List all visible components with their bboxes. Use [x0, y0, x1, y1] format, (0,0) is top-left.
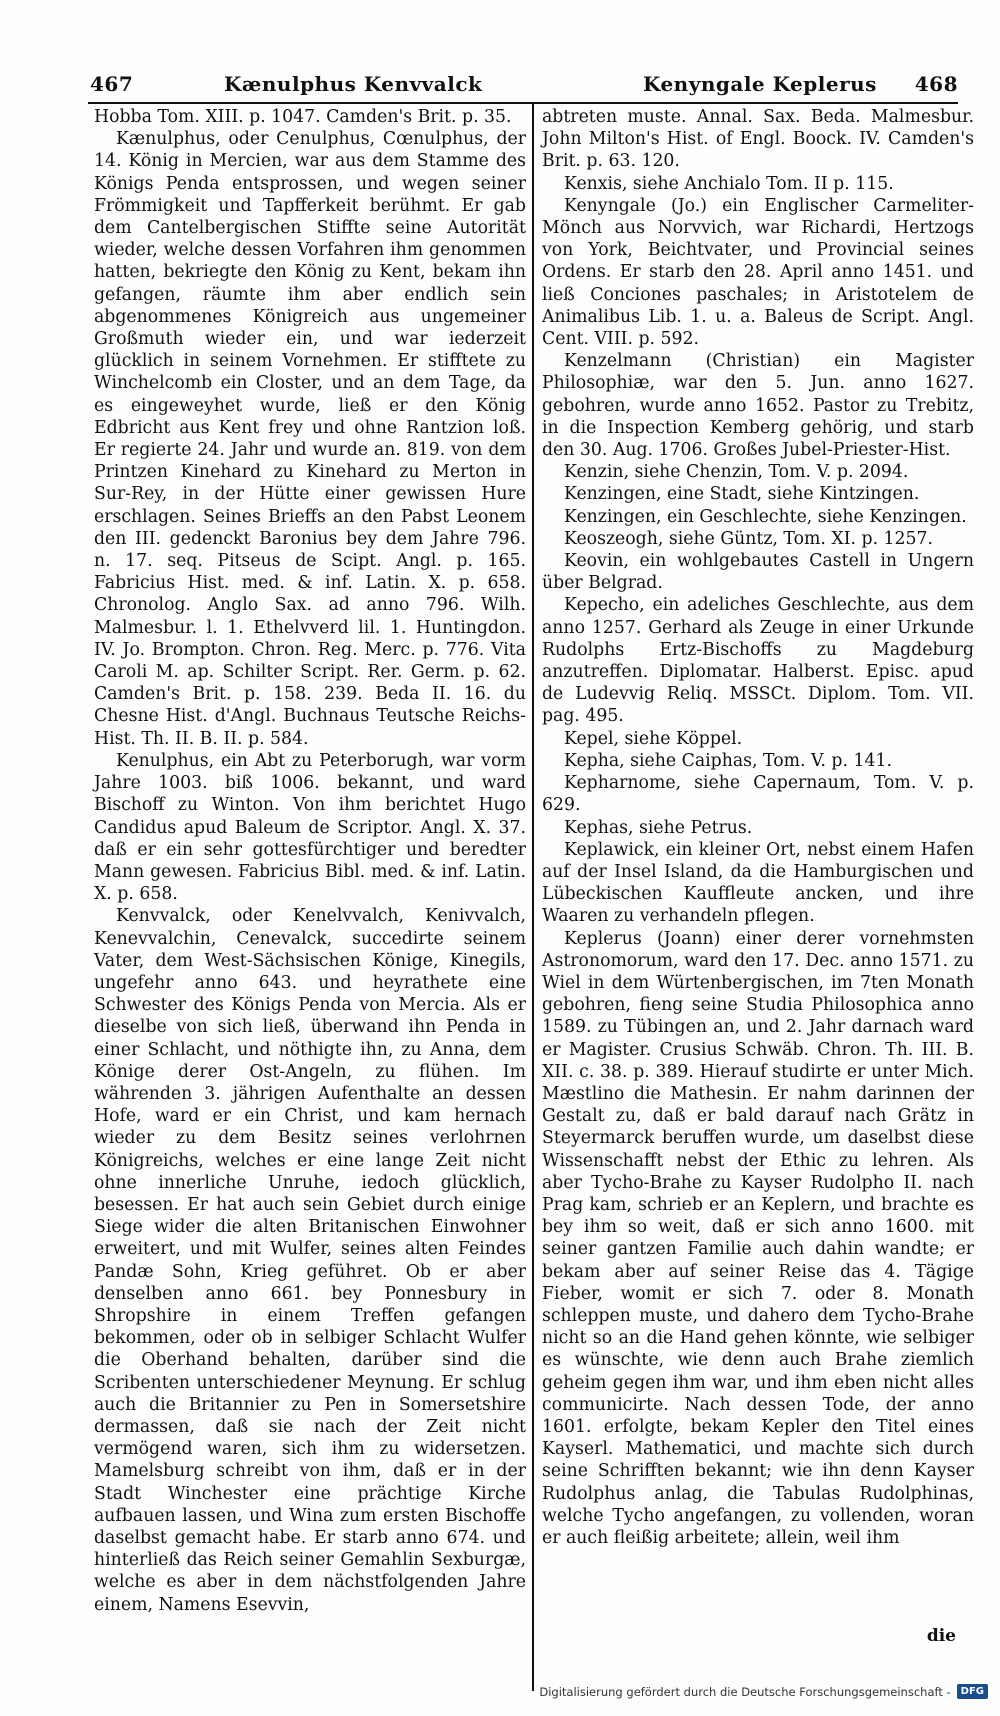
entry-kaenulphus: Kænulphus, oder Cenulphus, Cœnulphus, der 14. König in Mercien, war aus dem Stamme des Königs Penda entsprossen, und wegen seiner Frömmigkeit und Tapfferkeit berühmt. Er gab dem Cantelbergischen Stiffte seine Autorität wieder, welche dessen Vorfahren ihm genommen hatten, bekriegte den König zu Kent, bekam ihn gefangen, räumte ihm aber endlich sein abgenommenes Königreich aus ungemeiner Großmuth wieder ein, und war iederzeit glücklich in seinem Vornehmen. Er stifftete zu Winchelcomb ein Closter, und an dem Tage, da es eingeweyhet wurde, ließ er den König Edbricht aus Kent frey und ohne Rantzion loß. Er regierte 24. Jahr und wurde an. 819. von dem Printzen Kinehard zu Kinehard zu Merton in Sur-Rey, in der Hütte einer gewissen Hure erschlagen. Seines Brieffs an den Pabst Leonem den III. gedenckt Baronius bey dem Jahre 796. n. 17. seq. Pitseus de Scipt. Angl. p. 165. Fabricius Hist. med. & inf. Latin. X. p. 658. Chronolog. Anglo Sax. ad anno 796. Wilh. Malmesbur. l. 1. Ethelvverd lil. 1. Huntingdon. IV. Jo. Brompton. Chron. Reg. Merc. p. 776. Vita Caroli M. ap. Schilter Script. Rer. Germ. p. 62. Camden's Brit. p. 158. 239. Beda II. 16. du Chesne Hist. d'Angl. Buchnaus Teutsche Reichs-Hist. Th. II. B. II. p. 584. — [94, 129, 526, 749]
entry-kenzin: Kenzin, siehe Chenzin, Tom. V. p. 2094. — [564, 462, 909, 483]
digitization-footer — [539, 1684, 988, 1699]
entry-kenyngale: Kenyngale (Jo.) ein Englischer Carmeliter-Mönch aus Norvvich, war Richardi, Hertzogs von York, Beichtvater, und Provincial seines Ordens. Er starb den 28. April anno 1451. und ließ Conciones paschales; in Aristotelem de Animalibus Lib. 1. u. a. Baleus de Script. Angl. Cent. VIII. p. 592. — [542, 195, 974, 350]
entry-kepecho: Kepecho, ein adeliches Geschlechte, aus dem anno 1257. Gerhard als Zeuge in einer Urkunde Rudolphs Ertz-Bischoffs zu Magdeburg anzutreffen. Diplomatar. Halberst. Episc. apud de Ludevvig Reliq. MSSCt. Diplom. Tom. VII. pag. 495. — [542, 595, 974, 727]
running-title-left: Kænulphus Kenvvalck — [224, 72, 483, 96]
page-number-right: 468 — [914, 72, 958, 96]
entry-keplawick: Keplawick, ein kleiner Ort, nebst einem Hafen auf der Insel Island, da die Hamburgischen und Lübeckischen Kauffleute ancken, und ihre Waaren zu verhandeln pflegen. — [542, 839, 974, 927]
entry-kepha: Kepha, siehe Caiphas, Tom. V. p. 141. — [564, 750, 892, 771]
header-rule — [88, 102, 958, 104]
entry-keovin: Keovin, ein wohlgebautes Castell in Ungern über Belgrad. — [542, 551, 974, 594]
running-title-right: Kenyngale Keplerus — [643, 72, 877, 96]
entry-kenvvalck: Kenvvalck, oder Kenelvvalch, Kenivvalch, Kenevvalchin, Cenevalck, succedirte seinem Vater, dem West-Sächsischen Könige, Kinegils, ungefehr anno 643. und heyrathete eine Schwester des Königs Penda von Mercia. Als er dieselbe von sich ließ, überwand ihn Penda in einer Schlacht, und nöthigte ihn, zu Anna, dem Könige derer Ost-Angeln, zu flühen. Im währenden 3. jährigen Aufenthalte an dessen Hofe, ward er ein Christ, und kam hernach wieder zu dem Besitz seines verlohrnen Königreichs, welches er eine lange Zeit nicht ohne innerliche Unruhe, iedoch glücklich, besessen. Er hat auch sein Gebiet durch einige Siege wider die alten Britanischen Einwohner erweitert, und mit Wulfer, seines alten Feindes Pandæ Sohn, Krieg geführet. Ob er aber denselben anno 661. bey Ponnesbury in Shropshire in einem Treffen gefangen bekommen, oder ob in selbiger Schlacht Wulfer die Oberhand behalten, darüber sind die Scribenten unterschiedener Meynung. Er schlug auch die Britannier zu Pen in Somersetshire dermassen, daß sie nach der Zeit nicht vermögend waren, sich ihm zu widersetzen. Mamelsburg schreibt von ihm, daß er in der Stadt Winchester eine prächtige Kirche aufbauen lassen, und Wina zum ersten Bischoffe daselbst gemacht habe. Er starb anno 674. und hinterließ das Reich seiner Gemahlin Sexburgæ, welche es aber in dem nächstfolgenden Jahre einem, Namens Esevvin, — [94, 906, 526, 1615]
entry-hobba-tail: Hobba Tom. XIII. p. 1047. Camden's Brit. p. 35. — [94, 107, 512, 127]
page-number-left: 467 — [90, 72, 134, 96]
entry-kenxis: Kenxis, siehe Anchialo Tom. II p. 115. — [564, 173, 894, 194]
catchword: die — [926, 1626, 956, 1646]
entry-keplerus: Keplerus (Joann) einer derer vornehmsten Astronomorum, ward den 17. Dec. anno 1571. zu Wiel in dem Würtenbergischen, im 7ten Monath gebohren, fieng seine Studia Philosophica anno 1589. zu Tübingen an, und 2. Jahr darnach ward er Magister. Crusius Schwäb. Chron. Th. III. B. XII. c. 38. p. 389. Hierauf studirte er unter Mich. Mæstlino die Mathesin. Er nahm darinnen der Gestalt zu, daß er bald darauf nach Grätz in Steyermarck beruffen wurde, um daselbst diese Wissenschafft nebst der Ethic zu lehren. Als aber Tycho-Brahe zu Kayser Rudolpho II. nach Prag kam, schrieb er an Keplern, und brachte es bey ihm so weit, daß er sich anno 1600. mit seiner gantzen Familie auch dahin wandte; er bekam aber auf seiner Reise das 4. Tägige Fieber, womit er sich 7. oder 8. Monath schleppen muste, und dahero dem Tycho-Brahe nicht so an die Hand gehen könnte, wie selbiger es wünschte, wie denn auch Brahe ziemlich geheim gegen ihm war, und ihm eben nicht alles communicirte. Nach dessen Tode, der anno 1601. erfolgte, bekam Kepler den Titel eines Kayserl. Mathematici, und machte sich durch seine Schrifften bekannt; wie ihn denn Kayser Rudolphus anlag, die Tabulas Rudolphinas, welche Tycho angefangen, zu vollenden, woran er auch fleißig arbeitete; allein, weil ihm — [542, 928, 974, 1548]
left-column — [94, 106, 526, 1616]
entry-kephas: Kephas, siehe Petrus. — [564, 817, 753, 838]
entry-kenulphus: Kenulphus, ein Abt zu Peterborugh, war vorm Jahre 1003. biß 1006. bekannt, und ward Bischoff zu Winton. Von ihm berichtet Hugo Candidus apud Baleum de Scriptor. Angl. X. 37. daß er ein sehr gottesfürchtiger und beredter Mann gewesen. Fabricius Bibl. med. & inf. Latin. X. p. 658. — [94, 750, 526, 905]
entry-keoszeogh: Keoszeogh, siehe Güntz, Tom. XI. p. 1257. — [564, 528, 934, 549]
entry-kenzingen-stadt: Kenzingen, eine Stadt, siehe Kintzingen. — [564, 484, 920, 505]
entry-kepel: Kepel, siehe Köppel. — [564, 728, 743, 749]
right-column — [542, 106, 974, 1549]
running-header — [88, 58, 958, 106]
dfg-logo-icon: DFG — [957, 1684, 988, 1699]
footer-text: Digitalisierung gefördert durch die Deutsche Forschungsgemeinschaft - — [539, 1684, 951, 1699]
entry-kenzelmann: Kenzelmann (Christian) ein Magister Philosophiæ, war den 5. Jun. anno 1627. gebohren, wurde anno 1652. Pastor zu Trebitz, in die Inspection Kemberg gehörig, und starb den 30. Aug. 1706. Großes Jubel-Priester-Hist. — [542, 351, 974, 461]
entry-kepharnome: Kepharnome, siehe Capernaum, Tom. V. p. 629. — [542, 773, 974, 816]
entry-kenzingen-geschlechte: Kenzingen, ein Geschlechte, siehe Kenzingen. — [564, 506, 967, 527]
entry-continuation: abtreten muste. Annal. Sax. Beda. Malmesbur. John Milton's Hist. of Engl. Boock. IV. Camden's Brit. p. 63. 120. — [542, 107, 974, 172]
column-divider — [532, 104, 534, 1691]
